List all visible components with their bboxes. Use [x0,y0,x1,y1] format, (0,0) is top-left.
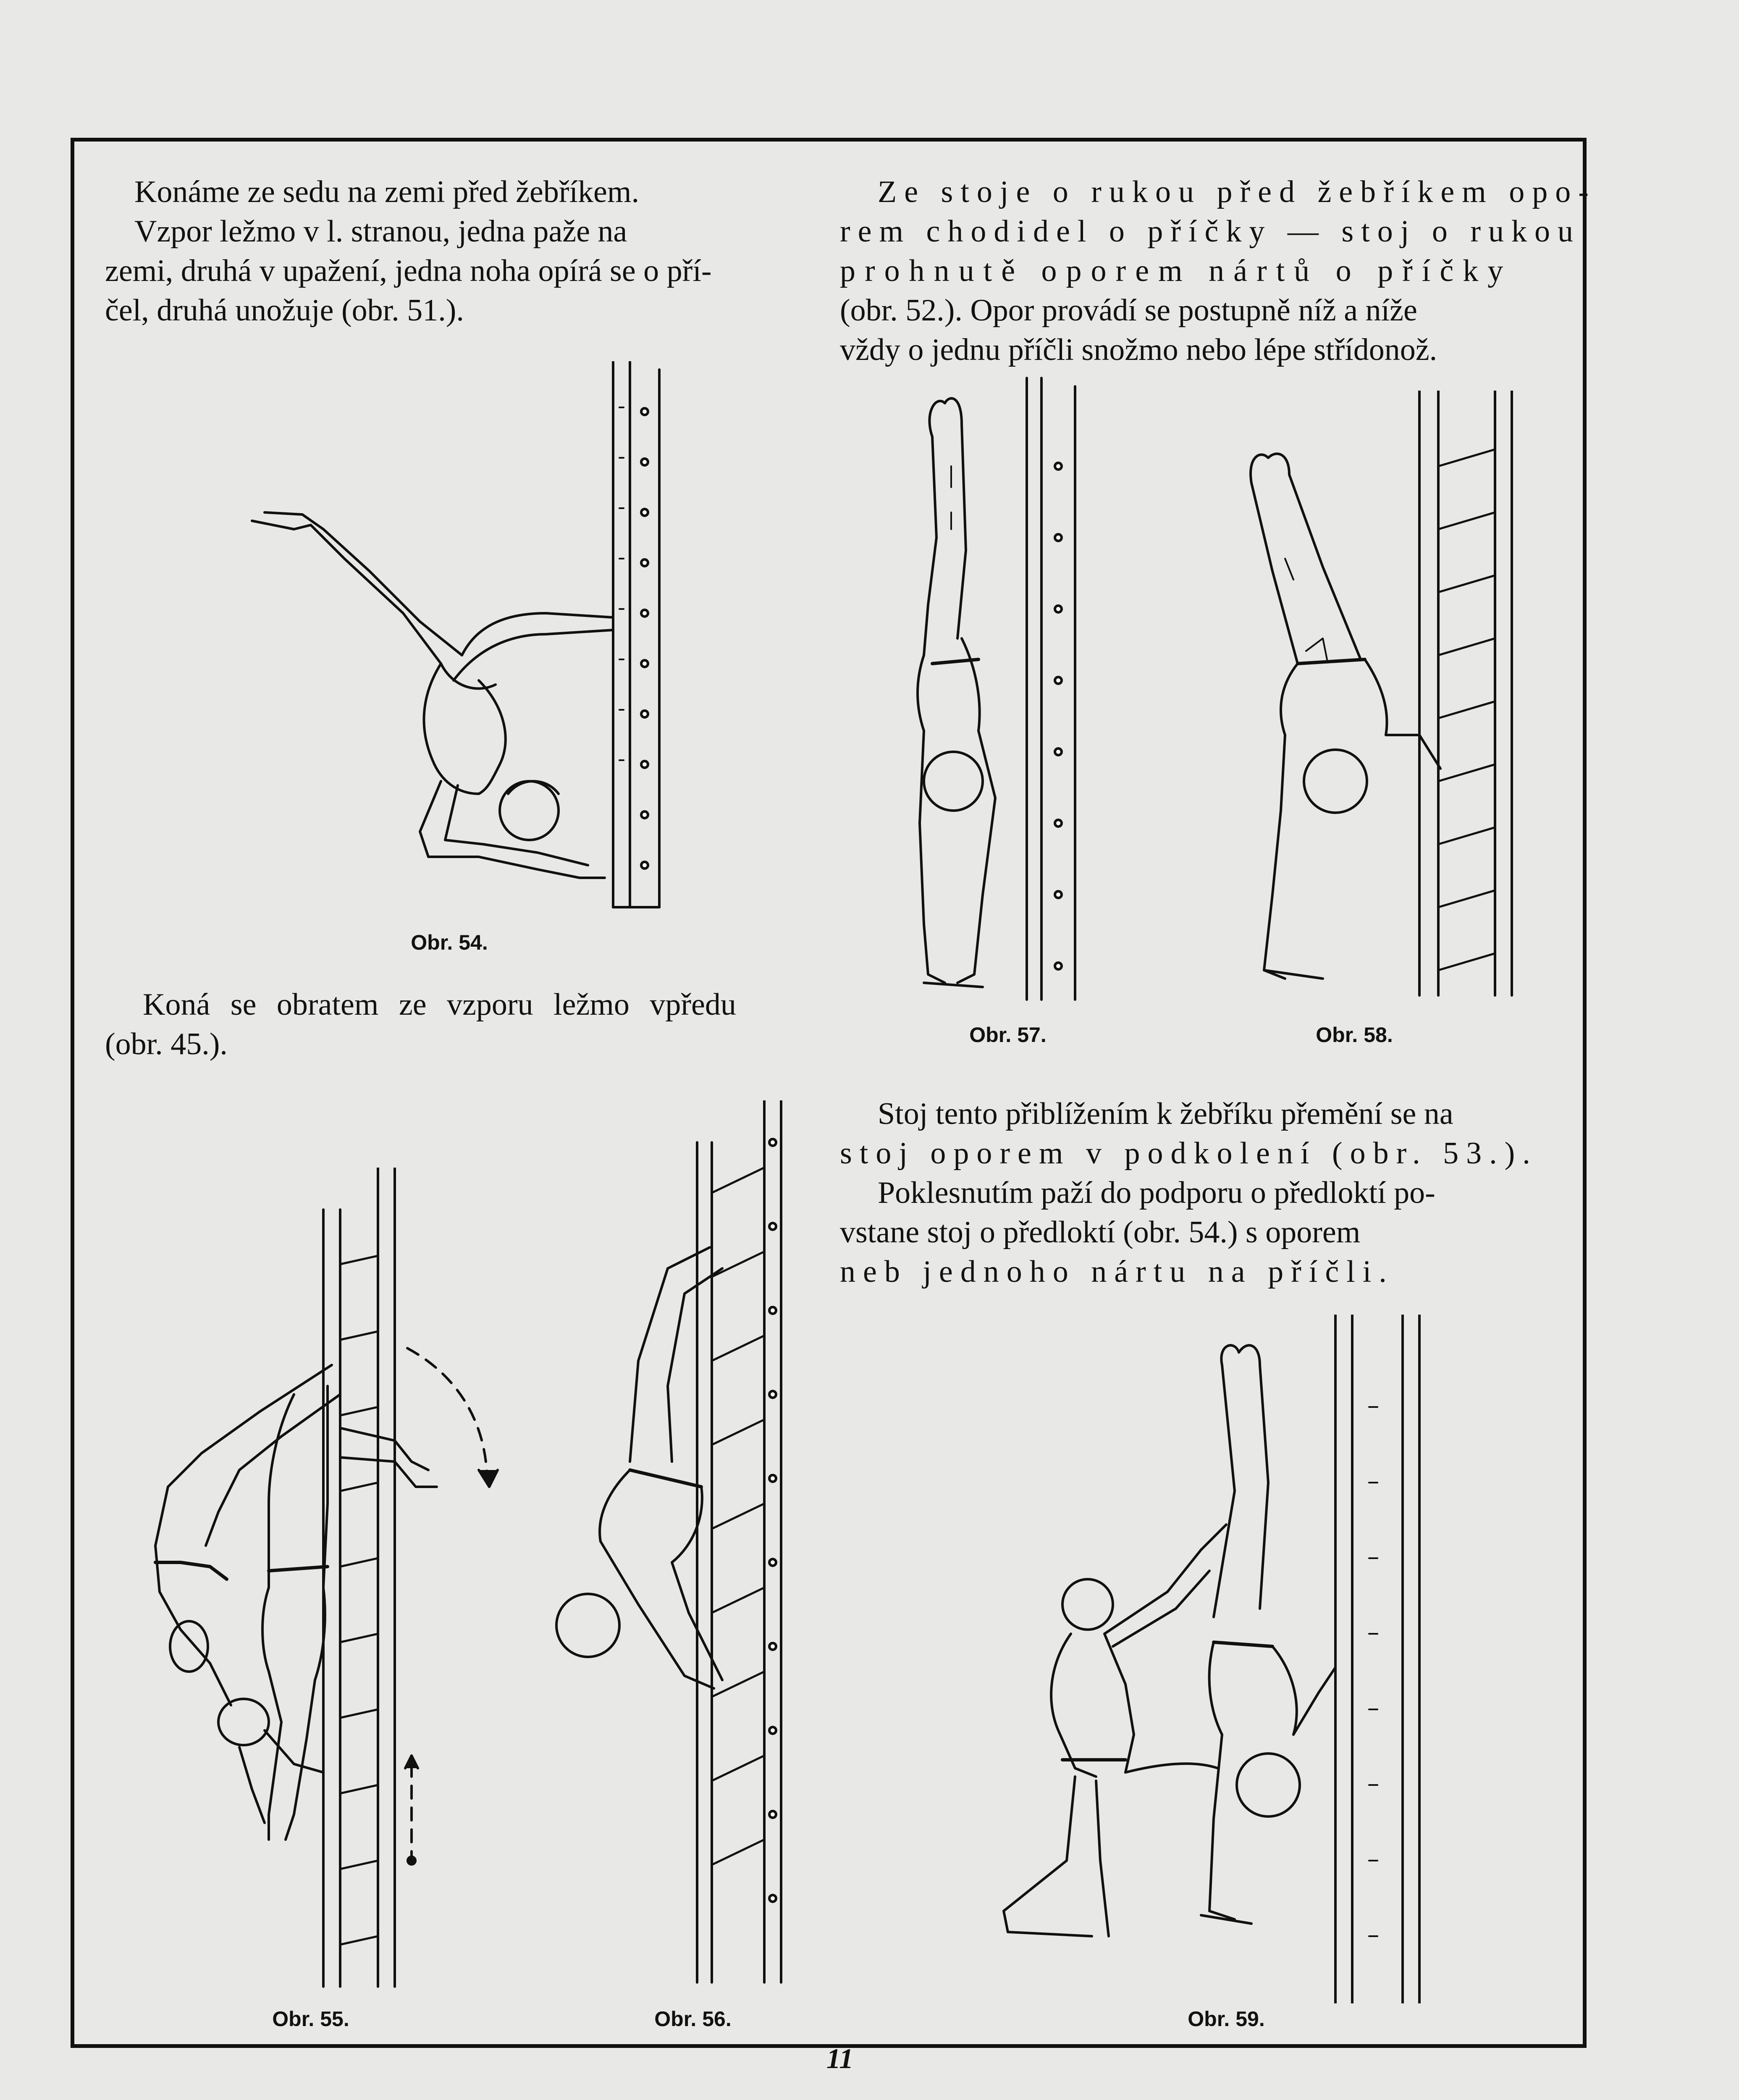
left-intro-line-1: Konáme ze sedu na zemi před žebříkem. [134,175,639,209]
right-mid-line-2: stoj oporem v podkolení (obr. 53.). [840,1136,1538,1171]
figure-58-illustration [1239,391,1533,1012]
right-mid-line-3: Poklesnutím paží do podporu o předloktí po- [878,1176,1435,1210]
right-intro-line-4: (obr. 52.). Opor provádí se postupně níž a níže [840,293,1417,328]
figure-55-illustration [143,1168,521,1999]
figure-57-caption: Obr. 57. [969,1023,1047,1047]
figure-58-caption: Obr. 58. [1316,1023,1393,1047]
page-number: 11 [826,2042,854,2074]
right-intro-line-2: rem chodidel o příčky — stoj o rukou [840,214,1581,249]
right-intro-line-3: prohnutě oporem nártů o příčky [840,254,1513,288]
left-mid-paragraph [105,985,810,1064]
figure-54-illustration [244,361,685,916]
right-mid-line-1: Stoj tento přiblížením k žebříku přemění se na [878,1097,1453,1131]
right-intro-paragraph [840,172,1596,370]
figure-59-caption: Obr. 59. [1188,2007,1265,2031]
figure-56-caption: Obr. 56. [654,2007,732,2031]
left-intro-line-3: zemi, druhá v upažení, jedna noha opírá se o pří- [105,254,712,288]
right-mid-line-5: neb jednoho nártu na příčli. [840,1255,1394,1289]
figure-59-illustration [999,1315,1445,2003]
figure-56-illustration [546,1100,806,1999]
right-intro-line-1: Ze stoje o rukou před žebříkem opo- [878,175,1596,209]
figure-54-caption: Obr. 54. [411,931,488,954]
figure-55-caption: Obr. 55. [272,2007,349,2031]
left-intro-line-4: čel, druhá unožuje (obr. 51.). [105,293,464,328]
left-mid-line-1: Koná se obratem ze vzporu ležmo vpředu [143,987,736,1022]
left-intro-line-2: Vzpor ležmo v l. stranou, jedna paže na [134,214,627,249]
right-mid-paragraph [840,1094,1554,1292]
left-mid-line-2: (obr. 45.). [105,1027,228,1061]
right-intro-line-5: vždy o jednu příčli snožmo nebo lépe střídonož. [840,333,1437,367]
right-mid-line-4: vstane stoj o předloktí (obr. 54.) s oporem [840,1215,1361,1250]
figure-57-illustration [899,370,1109,1012]
left-intro-paragraph [105,172,806,330]
